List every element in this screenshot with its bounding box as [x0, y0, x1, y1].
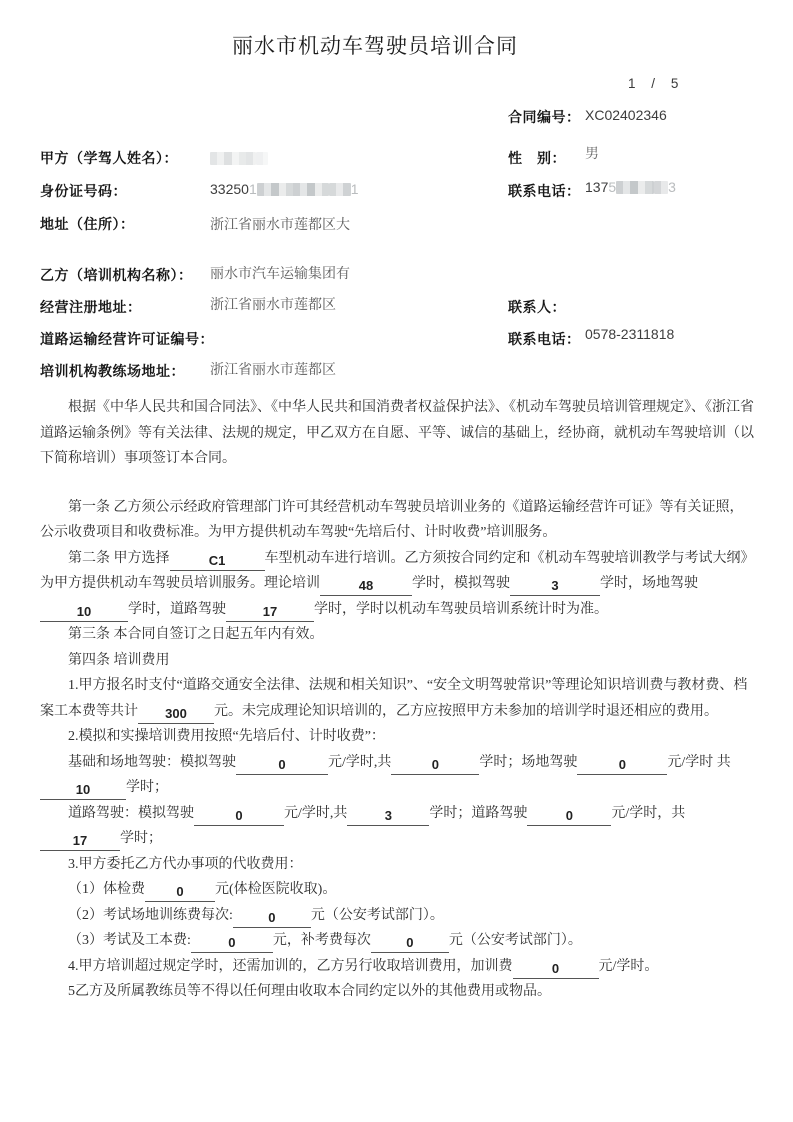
base-ground-text: 元/学时,共	[328, 754, 392, 770]
reg-address-label: 经营注册地址：	[40, 299, 142, 315]
blank-exam-site-fee: 0	[233, 910, 311, 928]
blank-base-sim-fee: 0	[236, 757, 328, 775]
phone-prefix: 137	[585, 179, 609, 195]
license-no-label: 道路运输经营许可证编号：	[40, 331, 214, 347]
road-text: 道路驾驶：模拟驾驶	[68, 805, 194, 821]
contract-body	[40, 395, 756, 1005]
id-number-label: 身份证号码：	[40, 183, 127, 199]
clause-4: 第四条 培训费用	[68, 652, 170, 668]
fee-item-3: 3.甲方委托乙方代办事项的代收费用：	[68, 856, 303, 872]
redaction-block	[616, 181, 654, 194]
base-ground-text: 基础和场地驾驶：模拟驾驶	[68, 754, 236, 770]
party-b-value: 丽水市汽车运输集团有	[210, 267, 350, 282]
party-b-phone-label: 联系电话：	[508, 331, 581, 347]
fee-3-3-text: 元，补考费每次	[272, 933, 371, 948]
road-text: 学时；	[120, 831, 162, 846]
blank-medical-fee: 0	[145, 884, 215, 902]
party-a-name-redacted	[210, 150, 268, 168]
fee-4-text: 元/学时。	[598, 958, 659, 974]
contract-no-label: 合同编号：	[508, 109, 581, 125]
page-separator: /	[651, 76, 656, 91]
fee-1-text: 元。未完成理论知识培训的，乙方应按照甲方未参加的培训学时退还相应的费用。	[214, 703, 718, 719]
redaction-block	[257, 183, 329, 196]
phone-tail-digit: 3	[668, 179, 676, 195]
blank-retake-fee: 0	[371, 935, 449, 953]
redaction-block	[329, 183, 351, 196]
base-ground-text: 学时；场地驾驶	[479, 754, 578, 770]
clause-2-text: 学时，学时以机动车驾驶员培训系统计时为准。	[314, 601, 608, 617]
gender-label: 性 别：	[508, 150, 566, 166]
blank-ground-hours: 10	[40, 604, 128, 622]
contract-title: 丽水市机动车驾驶员培训合同	[232, 34, 518, 58]
address-value: 浙江省丽水市莲都区大	[210, 218, 350, 233]
clause-2-text: 第二条 甲方选择	[68, 550, 170, 566]
fee-item-1	[40, 673, 756, 724]
clause-1: 第一条 乙方须公示经政府管理部门许可其经营机动车驾驶员培训业务的《道路运输经营许可证》等有关证照，公示收费项目和收费标准。为甲方提供机动车驾驶“先培后付、计时收费”培训服务。	[40, 499, 744, 540]
contract-no-value: XC02402346	[585, 107, 667, 123]
id-number-prefix: 33250	[210, 181, 249, 197]
blank-ground-fee: 0	[577, 757, 667, 775]
party-a-label: 甲方（学驾人姓名）：	[40, 150, 178, 166]
phone-value	[585, 179, 676, 195]
fee-3-3-text: 元（公安考试部门）。	[448, 933, 582, 948]
clause-2-text: 学时，场地驾驶	[600, 576, 698, 591]
base-ground-text: 元/学时 共	[667, 754, 731, 770]
road-text: 元/学时，共	[611, 805, 686, 821]
gender-value: 男	[585, 147, 599, 162]
blank-road-sim-fee: 0	[194, 808, 284, 826]
reg-address-value: 浙江省丽水市莲都区	[210, 298, 336, 313]
training-site-label: 培训机构教练场地址：	[40, 363, 185, 379]
fee-item-3-3	[40, 928, 756, 954]
fee-3-1-text: （1）体检费	[68, 882, 145, 897]
intro-paragraph: 根据《中华人民共和国合同法》、《中华人民共和国消费者权益保护法》、《机动车驾驶员培训管理规定》、《浙江省道路运输条例》等有关法律、法规的规定，甲乙双方在自愿、平等、诚信的基础上，经协商，就机动车驾驶培训（以下简称培训）事项签订本合同。	[40, 400, 754, 466]
paragraph-spacer	[40, 472, 756, 495]
blank-extra-training-fee: 0	[513, 961, 599, 979]
page-indicator	[628, 76, 678, 91]
base-ground-line	[40, 750, 756, 801]
clause-2-text: 车型机动车进行培训。乙方须按合同约定和《机动车驾驶培训教学与考试大纲》为甲方提供机动车驾驶员培训服务。理论培训	[40, 550, 755, 591]
clause-3: 第三条 本合同自签订之日起五年内有效。	[68, 627, 324, 642]
fee-item-5: 5乙方及所属教练员等不得以任何理由收取本合同约定以外的其他费用或物品。	[68, 984, 551, 999]
blank-vehicle-type: C1	[170, 553, 265, 571]
blank-road-sim-hours: 3	[347, 808, 429, 826]
clause-2	[40, 546, 756, 623]
fee-3-3-text: （3）考试及工本费:	[68, 933, 191, 948]
fee-item-3-1	[40, 877, 756, 903]
id-number-tail-digit: 1	[350, 181, 359, 197]
address-label: 地址（住所）：	[40, 216, 135, 232]
road-text: 元/学时,共	[284, 805, 348, 821]
blank-theory-fee: 300	[138, 706, 214, 724]
fee-4-text: 4.甲方培训超过规定学时，还需加训的，乙方另行收取培训费用，加训费	[68, 958, 513, 974]
fee-3-2-text: 元（公安考试部门）。	[310, 907, 444, 923]
clause-2-text: 学时，模拟驾驶	[412, 576, 510, 591]
phone-label: 联系电话：	[508, 183, 581, 199]
road-text: 学时；道路驾驶	[429, 805, 528, 821]
redaction-block	[256, 152, 268, 165]
fee-item-4	[40, 954, 756, 980]
redaction-block	[210, 152, 256, 165]
id-number-faint-digit: 1	[248, 181, 257, 197]
blank-road-total-hours: 17	[40, 833, 120, 851]
page-current: 1	[628, 76, 636, 91]
redaction-block	[654, 181, 668, 194]
fee-item-3-2	[40, 903, 756, 929]
party-b-phone-value: 0578-2311818	[585, 326, 675, 342]
blank-theory-hours: 48	[320, 578, 412, 596]
blank-road-fee: 0	[527, 808, 611, 826]
fee-1-text: 1.甲方报名时支付“道路交通安全法律、法规和相关知识”、“安全文明驾驶常识”等理论知识培训费与教材费、档案工本费等共计	[40, 678, 748, 719]
training-site-value: 浙江省丽水市莲都区	[210, 363, 336, 378]
blank-exam-fee: 0	[191, 935, 273, 953]
party-b-label: 乙方（培训机构名称）：	[40, 267, 193, 283]
road-line	[40, 801, 756, 852]
contact-person-label: 联系人：	[508, 299, 566, 315]
blank-ground-total-hours: 10	[40, 782, 126, 800]
fee-3-1-text: 元(体检医院收取)。	[215, 882, 337, 897]
blank-base-sim-hours: 0	[391, 757, 479, 775]
fee-3-2-text: （2）考试场地训练费每次:	[68, 907, 233, 923]
fee-item-2: 2.模拟和实操培训费用按照“先培后付、计时收费”：	[68, 729, 385, 744]
clause-2-text: 学时，道路驾驶	[128, 601, 226, 617]
base-ground-text: 学时；	[126, 780, 168, 795]
blank-road-hours: 17	[226, 604, 314, 622]
id-number-value	[210, 181, 359, 197]
phone-faint-digit: 5	[608, 179, 617, 195]
blank-sim-hours: 3	[510, 578, 600, 596]
page-total: 5	[670, 76, 679, 91]
